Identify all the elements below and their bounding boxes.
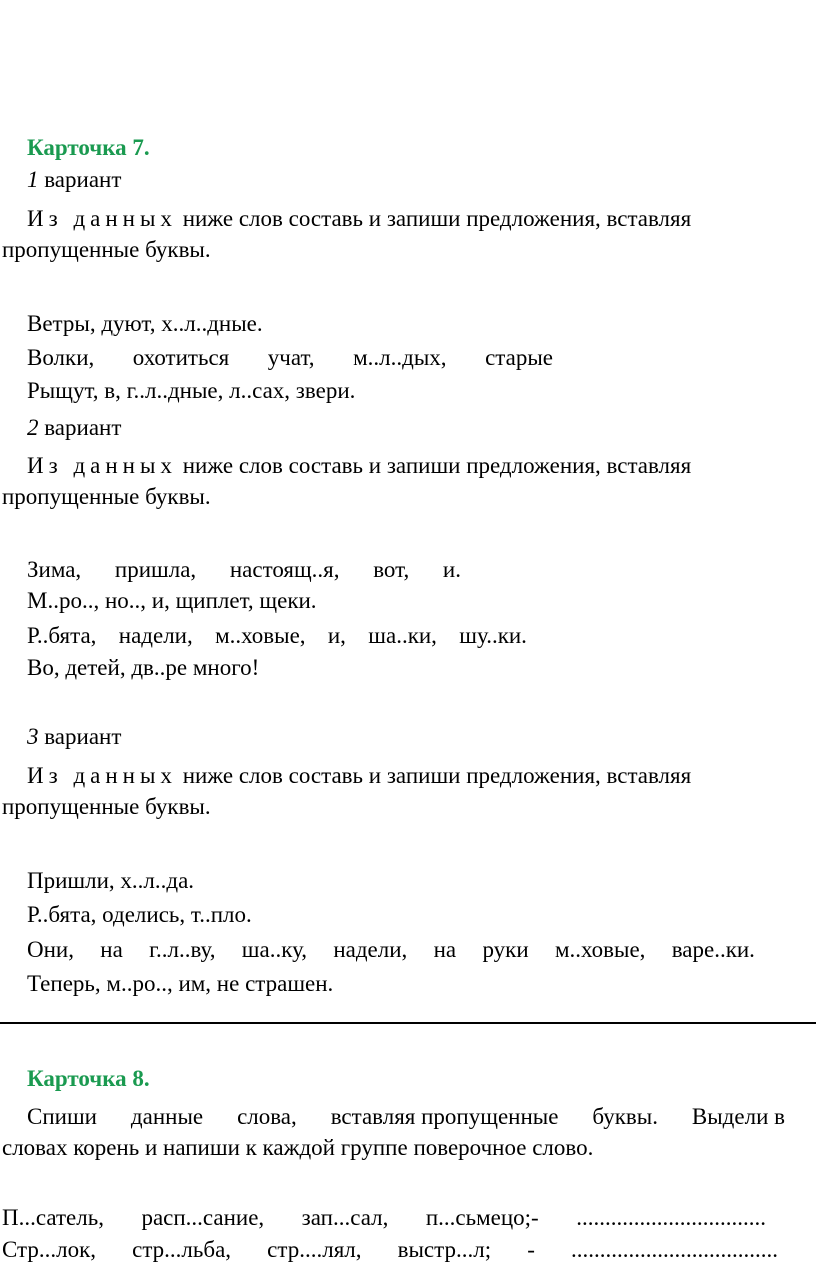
variant-2-heading <box>27 414 121 442</box>
exercise-line <box>27 556 461 584</box>
task-text <box>27 452 691 480</box>
word: Выдели в <box>691 1104 785 1129</box>
word: надели, <box>118 623 193 648</box>
word: г..л..ву, <box>149 937 216 962</box>
word: м..ховые, <box>215 623 306 648</box>
answer-blank: ................................. <box>576 1205 766 1230</box>
word: Они, <box>27 937 74 962</box>
exercise-line: Во, детей, дв..ре много! <box>27 655 260 680</box>
task-text-line2: пропущенные буквы. <box>2 484 211 509</box>
task-rest: ниже слов составь и запиши предложения, вставляя <box>182 453 692 478</box>
word: ша..ку, <box>241 937 308 962</box>
task-spaced-words: Из данных <box>27 453 177 478</box>
variant-word: вариант <box>44 167 122 192</box>
word: П...сатель, <box>2 1205 104 1230</box>
variant-3-heading <box>27 723 121 751</box>
word: слова, <box>237 1104 297 1129</box>
word: настоящ..я, <box>229 557 340 582</box>
exercise-line: М..ро.., но.., и, щиплет, щеки. <box>27 588 317 613</box>
word: вставляя пропущенные <box>330 1104 559 1129</box>
exercise-line <box>27 622 527 650</box>
card7-title: Карточка 7. <box>27 135 150 160</box>
word: и, <box>327 623 346 648</box>
variant-word: вариант <box>44 415 122 440</box>
word: Р..бята, <box>27 623 97 648</box>
variant-1-heading <box>27 166 121 194</box>
answer-blank: .................................... <box>570 1237 778 1262</box>
word: м..ховые, <box>554 937 646 962</box>
word: пришла, <box>114 557 197 582</box>
word: руки <box>482 937 529 962</box>
variant-number: 3 <box>27 724 39 749</box>
task-text <box>27 762 691 790</box>
word: выстр...л; <box>397 1237 492 1262</box>
task-text <box>27 1103 785 1131</box>
word: и. <box>442 557 461 582</box>
word: зап...сал, <box>301 1205 389 1230</box>
word: охотиться <box>132 345 230 370</box>
task-rest: ниже слов составь и запиши предложения, вставляя <box>182 206 692 231</box>
exercise-line <box>27 936 755 964</box>
word: Волки, <box>27 345 95 370</box>
exercise-line: Рыщут, в, г..л..дные, л..сах, звери. <box>27 378 356 403</box>
word: на <box>433 937 457 962</box>
word: Спиши <box>27 1104 97 1129</box>
exercise-line: Ветры, дуют, х..л..дные. <box>27 311 263 336</box>
word: на <box>100 937 123 962</box>
variant-number: 2 <box>27 415 39 440</box>
card8-title: Карточка 8. <box>27 1066 150 1091</box>
word: буквы. <box>592 1104 658 1129</box>
exercise-line <box>27 344 553 372</box>
exercise-line: Пришли, х..л..да. <box>27 868 195 893</box>
word: расп...сание, <box>141 1205 265 1230</box>
word: стр....лял, <box>267 1237 362 1262</box>
section-divider <box>0 1022 816 1024</box>
task-text-line2: словах корень и напиши к каждой группе поверочное слово. <box>2 1135 594 1160</box>
task-text-line2: пропущенные буквы. <box>2 794 211 819</box>
exercise-line: Теперь, м..ро.., им, не страшен. <box>27 971 334 996</box>
word: м..л..дых, <box>353 345 447 370</box>
word: старые <box>485 345 553 370</box>
variant-number: 1 <box>27 167 39 192</box>
exercise-line: Р..бята, оделись, т..пло. <box>27 902 252 927</box>
variant-word: вариант <box>44 724 122 749</box>
word: Стр...лок, <box>2 1237 97 1262</box>
word: ша..ки, <box>368 623 437 648</box>
exercise-row <box>2 1236 778 1264</box>
word: Зима, <box>27 557 82 582</box>
word: шу..ки. <box>459 623 527 648</box>
task-text-line2: пропущенные буквы. <box>2 237 211 262</box>
task-spaced-words: Из данных <box>27 763 177 788</box>
word: варе..ки. <box>671 937 755 962</box>
word: надели, <box>333 937 408 962</box>
word: учат, <box>267 345 315 370</box>
exercise-row <box>2 1204 766 1232</box>
task-spaced-words: Из данных <box>27 206 177 231</box>
word: вот, <box>373 557 410 582</box>
word: данные <box>130 1104 204 1129</box>
word: - <box>527 1237 535 1262</box>
word: п...сьмецо;- <box>425 1205 539 1230</box>
task-rest: ниже слов составь и запиши предложения, вставляя <box>182 763 692 788</box>
task-text <box>27 205 691 233</box>
word: стр...льба, <box>132 1237 232 1262</box>
